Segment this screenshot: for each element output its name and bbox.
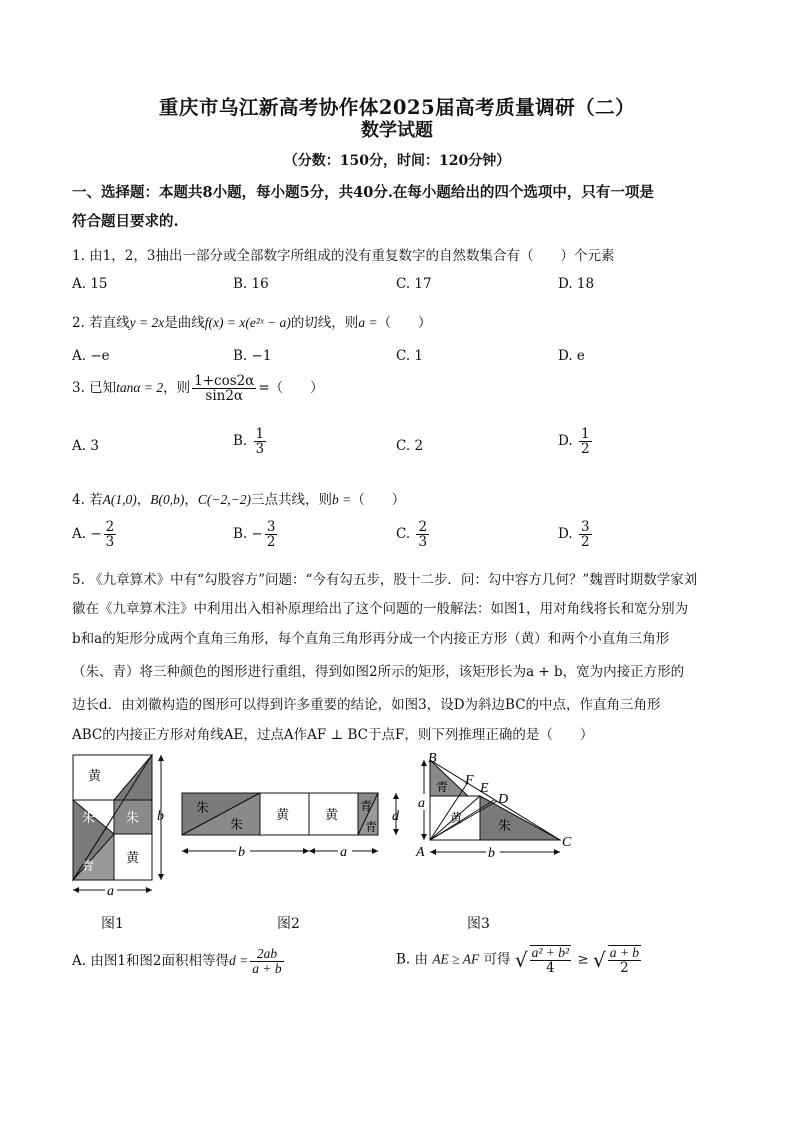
- fig1-label-b: b: [157, 809, 164, 824]
- figure-3-caption: 图3: [467, 916, 490, 932]
- figure-1: [68, 750, 178, 898]
- question-1-stem: 1. 由1，2，3抽出一部分或全部数字所组成的没有重复数字的自然数集合有（ ）个元素: [72, 248, 615, 264]
- fig1-label-yellow-2: 黄: [126, 851, 140, 866]
- q1-option-d: D. 18: [558, 276, 595, 292]
- question-2-stem: 2. 若直线y = 2x是曲线f(x) = x(e²ˣ − a)的切线，则a =（ ）: [72, 315, 432, 331]
- fig3-label-a: a: [418, 796, 425, 811]
- q2-option-b: B. −1: [233, 348, 272, 364]
- fig1-label-a: a: [107, 884, 114, 898]
- fig2-label-a: a: [340, 845, 347, 860]
- fig3-point-A: A: [416, 845, 425, 860]
- question-5-line-3: b和a的矩形分成两个直角三角形，每个直角三角形再分成一个内接正方形（黄）和两个小直角三角形: [72, 631, 670, 647]
- fig3-point-C: C: [562, 835, 572, 850]
- q5-option-a: A. 由图1和图2面积相等得d = $\frac{2ab}{a + b}$: [72, 946, 282, 977]
- q3-option-b: B. $\frac{1}{3}$: [233, 426, 265, 458]
- question-5-line-1: 5. 《九章算术》中有“勾股容方”问题：“今有勾五步，股十二步．问：勾中容方几何？”魏晋时期数学家刘: [72, 572, 698, 588]
- fig3-label-red: 朱: [498, 819, 512, 834]
- q1-option-c: C. 17: [396, 276, 432, 292]
- fig2-label-yellow-2: 黄: [325, 808, 339, 823]
- fig1-label-cyan: 青: [122, 763, 135, 777]
- figure-3: [410, 748, 582, 868]
- figure-2-caption: 图2: [277, 916, 300, 932]
- q2-option-d: D. e: [558, 348, 585, 364]
- q3-fraction: $\frac{1+\cos 2\alpha}{\sin 2\alpha}$: [194, 373, 255, 405]
- question-5-line-2: 徽在《九章算术注》中利用出入相补原理给出了这个问题的一般解法：如图1，用对角线将长和宽分别为: [72, 601, 689, 617]
- fig1-label-red-2: 朱: [126, 811, 140, 826]
- exam-subtitle: 数学试题: [361, 120, 433, 141]
- fig3-point-F: F: [465, 773, 474, 788]
- fig3-point-B: B: [428, 751, 437, 766]
- q5-option-b: B. 由 AE ≥ AF 可得 √ $\frac{\text{a² + b²}}{4}$ ≥ √ $\frac{a + b}{2}$: [396, 945, 640, 977]
- q2-option-c: C. 1: [396, 348, 424, 364]
- q2-option-a: A. −e: [72, 348, 110, 364]
- question-5-line-4: （朱、青）将三种颜色的图形进行重组，得到如图2所示的矩形，该矩形长为a + b，宽为内接正方形的: [72, 664, 685, 680]
- question-5-line-6: ABC的内接正方形对角线AE，过点A作AF ⊥ BC于点F，则下列推理正确的是（ ）: [72, 727, 594, 743]
- q3-option-c: C. 2: [396, 438, 424, 454]
- figure-3-drawing: [430, 760, 560, 840]
- fig2-label-yellow-1: 黄: [276, 808, 290, 823]
- figure-2: [178, 785, 410, 865]
- fig3-label-yellow: 黄: [450, 811, 463, 825]
- q1-option-b: B. 16: [233, 276, 269, 292]
- fig3-label-b: b: [488, 846, 495, 861]
- fig1-label-cyan-2: 青: [82, 859, 95, 873]
- question-5-line-5: 边长d．由刘徽构造的图形可以得到许多重要的结论，如图3，设D为斜边BC的中点，作直角三角形: [72, 697, 661, 713]
- q1-option-a: A. 15: [72, 276, 108, 292]
- q4-option-b: B. − $\frac{3}{2}$: [233, 519, 276, 551]
- fig1-label-red-1: 朱: [82, 811, 96, 826]
- fig2-label-cyan-2: 青: [365, 820, 378, 834]
- fig2-label-cyan-1: 青: [360, 799, 373, 813]
- q4-option-a: A. − $\frac{2}{3}$: [72, 519, 115, 551]
- fig3-label-cyan: 青: [436, 780, 449, 794]
- q3-option-d: D. $\frac{1}{2}$: [558, 426, 590, 458]
- exam-meta: （分数：150分，时间：120分钟）: [283, 153, 511, 169]
- question-3-stem: 3. 已知tanα = 2，则 $\frac{1+\cos 2\alpha}{\sin 2\alpha}$ =（ ）: [72, 373, 324, 405]
- fig1-label-yellow: 黄: [88, 769, 102, 784]
- fig2-label-red-2: 朱: [230, 818, 244, 833]
- fig2-label-d: d: [392, 809, 399, 824]
- section-heading-cont: 符合题目要求的.: [72, 213, 179, 230]
- fig2-label-b: b: [238, 845, 245, 860]
- section-heading: 一、选择题：本题共8小题，每小题5分，共40分.在每小题给出的四个选项中，只有一项是: [72, 184, 654, 201]
- q4-option-d: D. $\frac{3}{2}$: [558, 519, 590, 551]
- q4-option-c: C. $\frac{2}{3}$: [396, 519, 428, 551]
- q3-option-a: A. 3: [72, 438, 99, 454]
- figure-1-caption: 图1: [101, 916, 124, 932]
- question-4-stem: 4. 若A(1,0)，B(0,b)，C(−2,−2)三点共线，则b =（ ）: [72, 492, 406, 508]
- exam-title: 重庆市乌江新高考协作体2025届高考质量调研（二）: [158, 96, 636, 119]
- fig3-point-E: E: [480, 781, 489, 796]
- fig3-point-D: D: [498, 792, 509, 807]
- fig2-label-red-1: 朱: [196, 801, 210, 816]
